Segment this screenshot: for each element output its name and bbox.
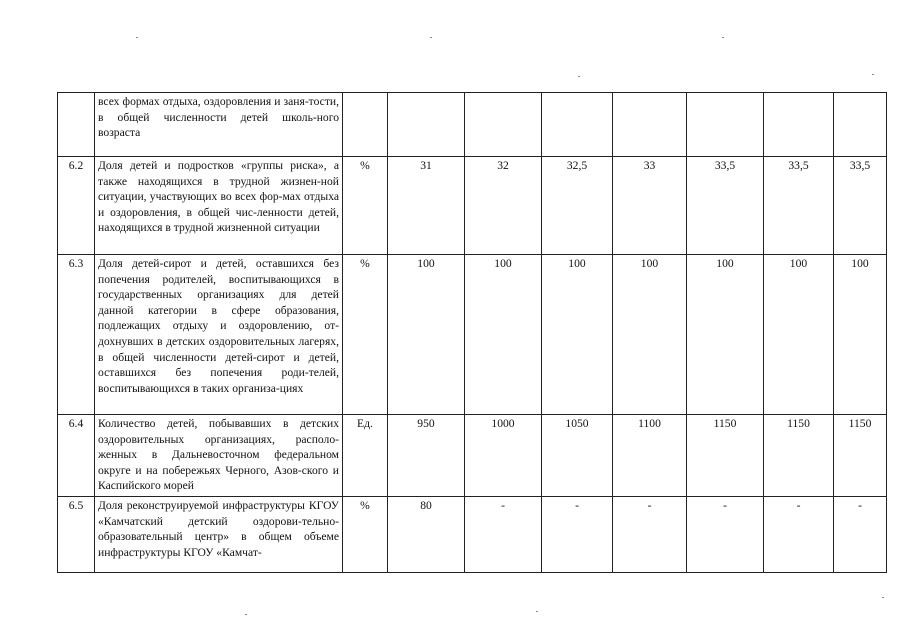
value-cell: 100	[834, 255, 887, 415]
unit-cell: %	[343, 255, 388, 415]
value-cell: 1150	[764, 415, 834, 497]
value-cell: 100	[465, 255, 542, 415]
scan-speck	[245, 614, 247, 615]
row-number	[58, 93, 95, 157]
unit-cell: %	[343, 497, 388, 573]
indicator-description: Доля детей и подростков «группы риска», а также находящихся в трудной жизнен-ной ситуации, участвующих во всех фор-мах отдыха и оздоровления, в общей чис-ленности детей, находящихся в трудной жизненной ситуации	[95, 157, 343, 255]
value-cell	[764, 93, 834, 157]
table-row	[58, 157, 887, 255]
row-number: 6.4	[58, 415, 95, 497]
value-cell: 1000	[465, 415, 542, 497]
indicator-description: всех формах отдыха, оздоровления и заня-тости, в общей численности детей школь-ного возраста	[95, 93, 343, 157]
value-cell	[542, 93, 613, 157]
value-cell: -	[834, 497, 887, 573]
scan-speck	[536, 611, 538, 612]
value-cell	[834, 93, 887, 157]
value-cell	[687, 93, 764, 157]
value-cell: -	[542, 497, 613, 573]
table-row	[58, 93, 887, 157]
value-cell: 1100	[613, 415, 687, 497]
value-cell: 100	[687, 255, 764, 415]
value-cell: 100	[542, 255, 613, 415]
scan-speck	[430, 37, 432, 38]
value-cell: 100	[613, 255, 687, 415]
value-cell: 33,5	[764, 157, 834, 255]
value-cell: 33	[613, 157, 687, 255]
value-cell: -	[613, 497, 687, 573]
row-number: 6.5	[58, 497, 95, 573]
value-cell: 100	[388, 255, 465, 415]
row-number: 6.2	[58, 157, 95, 255]
value-cell	[613, 93, 687, 157]
scan-speck	[136, 37, 138, 38]
indicators-table	[57, 92, 887, 573]
value-cell: 32	[465, 157, 542, 255]
indicator-description: Количество детей, побывавших в детских оздоровительных организациях, располо-женных в Дальневосточном федеральном округе и на побережьях Черного, Азов-ского и Каспийского морей	[95, 415, 343, 497]
value-cell: 100	[764, 255, 834, 415]
table-row	[58, 497, 887, 573]
value-cell: 31	[388, 157, 465, 255]
table-row	[58, 415, 887, 497]
value-cell	[465, 93, 542, 157]
value-cell: 1150	[687, 415, 764, 497]
table-row	[58, 255, 887, 415]
indicator-description: Доля детей-сирот и детей, оставшихся без попечения родителей, воспитывающихся в государственных организациях для детей данной категории в сфере образования, подлежащих отдыху и оздоровлению, от-дохнувших в детских оздоровительных лагерях, в общей численности детей-сирот и детей, оставшихся без попечения роди-телей, воспитывающихся в таких организа-циях	[95, 255, 343, 415]
value-cell: -	[687, 497, 764, 573]
value-cell: 80	[388, 497, 465, 573]
value-cell: 1150	[834, 415, 887, 497]
unit-cell: %	[343, 157, 388, 255]
unit-cell: Ед.	[343, 415, 388, 497]
scan-speck	[722, 37, 724, 38]
value-cell: -	[764, 497, 834, 573]
value-cell: 33,5	[687, 157, 764, 255]
scan-speck	[882, 597, 884, 598]
row-number: 6.3	[58, 255, 95, 415]
unit-cell	[343, 93, 388, 157]
value-cell: 32,5	[542, 157, 613, 255]
value-cell: -	[465, 497, 542, 573]
value-cell: 950	[388, 415, 465, 497]
indicator-description: Доля реконструируемой инфраструктуры КГОУ «Камчатский детский оздорови-тельно-образовательный центр» в общем объеме инфраструктуры КГОУ «Камчат-	[95, 497, 343, 573]
value-cell: 1050	[542, 415, 613, 497]
scan-speck	[578, 76, 580, 77]
scan-speck	[872, 74, 874, 75]
value-cell	[388, 93, 465, 157]
value-cell: 33,5	[834, 157, 887, 255]
